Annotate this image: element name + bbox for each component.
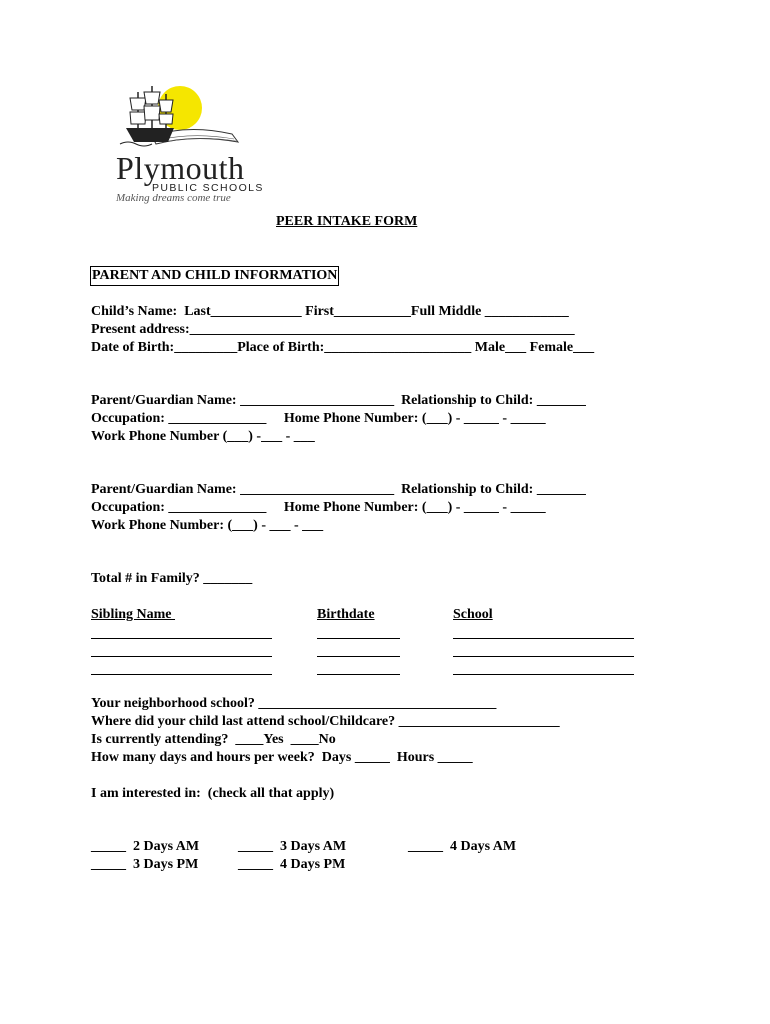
days-hours-field[interactable]: How many days and hours per week? Days _____ Hours _____ <box>91 750 473 765</box>
interest-prompt: I am interested in: (check all that apply) <box>91 786 335 801</box>
sibling-school-blank[interactable] <box>453 638 634 639</box>
option-3-days-am[interactable]: _____ 3 Days AM <box>238 839 347 854</box>
section-heading: PARENT AND CHILD INFORMATION <box>90 266 339 286</box>
option-2-days-am[interactable]: _____ 2 Days AM <box>91 839 200 854</box>
child-name-field[interactable]: Child’s Name: Last_____________ First___________Full Middle ____________ <box>91 304 569 319</box>
last-attend-field[interactable]: Where did your child last attend school/Childcare? _______________________ <box>91 714 560 729</box>
logo-tagline: Making dreams come true <box>116 192 231 204</box>
sibling-birthdate-blank[interactable] <box>317 674 400 675</box>
sibling-birthdate-blank[interactable] <box>317 656 400 657</box>
present-address-field[interactable]: Present address:_______________________________________________________ <box>91 322 575 337</box>
sibling-school-blank[interactable] <box>453 674 634 675</box>
sibling-name-blank[interactable] <box>91 674 272 675</box>
sibling-name-header: Sibling Name <box>91 607 176 622</box>
guardian2-occupation-field[interactable]: Occupation: ______________ Home Phone Number: (___) - _____ - _____ <box>91 500 546 515</box>
birthdate-header: Birthdate <box>317 607 375 622</box>
birth-info-field[interactable]: Date of Birth:_________Place of Birth:_____________________ Male___ Female___ <box>91 340 595 355</box>
guardian1-work-phone-field[interactable]: Work Phone Number (___) -___ - ___ <box>91 429 315 444</box>
plymouth-logo <box>108 84 268 210</box>
family-total-field[interactable]: Total # in Family? _______ <box>91 571 253 586</box>
currently-attending-field[interactable]: Is currently attending? ____Yes ____No <box>91 732 336 747</box>
option-4-days-am[interactable]: _____ 4 Days AM <box>408 839 517 854</box>
logo-title: Plymouth <box>116 150 245 186</box>
sibling-name-blank[interactable] <box>91 638 272 639</box>
guardian2-work-phone-field[interactable]: Work Phone Number: (___) - ___ - ___ <box>91 518 324 533</box>
option-3-days-pm[interactable]: _____ 3 Days PM <box>91 857 199 872</box>
logo-subtitle: PUBLIC SCHOOLS <box>152 182 264 194</box>
form-title: PEER INTAKE FORM <box>276 214 418 229</box>
sibling-school-blank[interactable] <box>453 656 634 657</box>
guardian1-occupation-field[interactable]: Occupation: ______________ Home Phone Number: (___) - _____ - _____ <box>91 411 546 426</box>
guardian2-name-field[interactable]: Parent/Guardian Name: ______________________ Relationship to Child: _______ <box>91 482 586 497</box>
sibling-name-blank[interactable] <box>91 656 272 657</box>
guardian1-name-field[interactable]: Parent/Guardian Name: ______________________ Relationship to Child: _______ <box>91 393 586 408</box>
neighborhood-school-field[interactable]: Your neighborhood school? __________________________________ <box>91 696 497 711</box>
school-header: School <box>453 607 493 622</box>
option-4-days-pm[interactable]: _____ 4 Days PM <box>238 857 346 872</box>
sibling-birthdate-blank[interactable] <box>317 638 400 639</box>
